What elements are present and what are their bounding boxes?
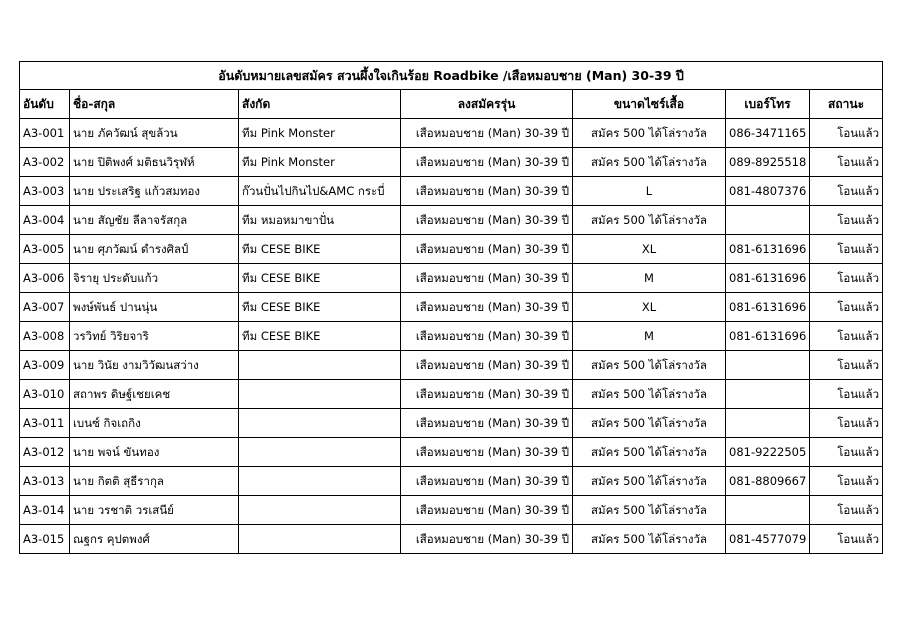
cell-name: นาย วรชาติ วรเสนีย์ [70, 496, 239, 525]
cell-category: เสือหมอบชาย (Man) 30-39 ปี [401, 235, 573, 264]
cell-shirt-size: สมัคร 500 ได้โล่รางวัล [573, 148, 726, 177]
cell-shirt-size: สมัคร 500 ได้โล่รางวัล [573, 467, 726, 496]
cell-category: เสือหมอบชาย (Man) 30-39 ปี [401, 409, 573, 438]
cell-status: โอนแล้ว [810, 496, 883, 525]
cell-phone: 081-9222505 [726, 438, 810, 467]
cell-shirt-size: XL [573, 235, 726, 264]
cell-rank: A3-003 [20, 177, 70, 206]
cell-name: นาย กิตติ สุธีรากุล [70, 467, 239, 496]
table-row [20, 380, 883, 409]
registration-table [19, 61, 883, 554]
cell-status: โอนแล้ว [810, 438, 883, 467]
cell-status: โอนแล้ว [810, 293, 883, 322]
cell-phone [726, 409, 810, 438]
cell-category: เสือหมอบชาย (Man) 30-39 ปี [401, 322, 573, 351]
cell-team: ทีม Pink Monster [239, 148, 401, 177]
header-phone: เบอร์โทร [726, 90, 810, 119]
cell-status: โอนแล้ว [810, 177, 883, 206]
cell-rank: A3-015 [20, 525, 70, 554]
cell-shirt-size: L [573, 177, 726, 206]
cell-name: นาย พจน์ ขันทอง [70, 438, 239, 467]
cell-name: พงษ์พันธ์ ปานนุ่น [70, 293, 239, 322]
cell-shirt-size: สมัคร 500 ได้โล่รางวัล [573, 351, 726, 380]
cell-name: ณฐกร คุปตพงศ์ [70, 525, 239, 554]
cell-team [239, 409, 401, 438]
cell-name: นาย ปิติพงศ์ มติธนวิรุฬห์ [70, 148, 239, 177]
cell-name: สถาพร ดิษฐ์เชยเคช [70, 380, 239, 409]
cell-name: นาย ศุภวัฒน์ ดำรงศิลป์ [70, 235, 239, 264]
cell-rank: A3-006 [20, 264, 70, 293]
cell-team: ทีม CESE BIKE [239, 235, 401, 264]
cell-phone: 081-6131696 [726, 322, 810, 351]
header-category: ลงสมัครรุ่น [401, 90, 573, 119]
table-body [20, 119, 883, 554]
cell-phone: 086-3471165 [726, 119, 810, 148]
cell-shirt-size: M [573, 322, 726, 351]
cell-team: ทีม CESE BIKE [239, 322, 401, 351]
cell-status: โอนแล้ว [810, 380, 883, 409]
cell-shirt-size: M [573, 264, 726, 293]
cell-team [239, 351, 401, 380]
cell-shirt-size: XL [573, 293, 726, 322]
cell-category: เสือหมอบชาย (Man) 30-39 ปี [401, 293, 573, 322]
cell-rank: A3-011 [20, 409, 70, 438]
cell-category: เสือหมอบชาย (Man) 30-39 ปี [401, 177, 573, 206]
cell-category: เสือหมอบชาย (Man) 30-39 ปี [401, 496, 573, 525]
cell-team [239, 467, 401, 496]
cell-status: โอนแล้ว [810, 467, 883, 496]
cell-rank: A3-008 [20, 322, 70, 351]
cell-shirt-size: สมัคร 500 ได้โล่รางวัล [573, 119, 726, 148]
cell-phone: 081-4807376 [726, 177, 810, 206]
table-row [20, 496, 883, 525]
table-row [20, 264, 883, 293]
table-title: อันดับหมายเลขสมัคร สวนผึ้งใจเกินร้อย Roadbike /เสือหมอบชาย (Man) 30-39 ปี [20, 62, 883, 90]
cell-category: เสือหมอบชาย (Man) 30-39 ปี [401, 351, 573, 380]
cell-status: โอนแล้ว [810, 409, 883, 438]
cell-shirt-size: สมัคร 500 ได้โล่รางวัล [573, 409, 726, 438]
table-row [20, 148, 883, 177]
cell-rank: A3-013 [20, 467, 70, 496]
cell-phone: 081-6131696 [726, 264, 810, 293]
cell-shirt-size: สมัคร 500 ได้โล่รางวัล [573, 496, 726, 525]
cell-shirt-size: สมัคร 500 ได้โล่รางวัล [573, 380, 726, 409]
cell-status: โอนแล้ว [810, 206, 883, 235]
cell-category: เสือหมอบชาย (Man) 30-39 ปี [401, 264, 573, 293]
table-row [20, 206, 883, 235]
table-row [20, 235, 883, 264]
cell-team: ทีม CESE BIKE [239, 264, 401, 293]
cell-phone: 081-8809667 [726, 467, 810, 496]
cell-status: โอนแล้ว [810, 322, 883, 351]
cell-name: นาย ภัควัฒน์ สุขล้วน [70, 119, 239, 148]
cell-shirt-size: สมัคร 500 ได้โล่รางวัล [573, 525, 726, 554]
cell-status: โอนแล้ว [810, 351, 883, 380]
cell-status: โอนแล้ว [810, 119, 883, 148]
table-row [20, 322, 883, 351]
cell-team: ก๊วนปั่นไปกินไป&AMC กระบี่ [239, 177, 401, 206]
table-row [20, 409, 883, 438]
cell-rank: A3-012 [20, 438, 70, 467]
cell-name: จิรายุ ประดับแก้ว [70, 264, 239, 293]
cell-team: ทีม หมอหมาขาปั่น [239, 206, 401, 235]
table-row [20, 438, 883, 467]
cell-rank: A3-005 [20, 235, 70, 264]
header-name: ชื่อ-สกุล [70, 90, 239, 119]
cell-name: เบนซ์ กิจเถกิง [70, 409, 239, 438]
header-rank: อันดับ [20, 90, 70, 119]
title-row [20, 62, 883, 90]
cell-status: โอนแล้ว [810, 148, 883, 177]
cell-rank: A3-007 [20, 293, 70, 322]
cell-team [239, 438, 401, 467]
cell-rank: A3-009 [20, 351, 70, 380]
cell-phone [726, 496, 810, 525]
cell-phone: 081-6131696 [726, 235, 810, 264]
cell-phone: 081-4577079 [726, 525, 810, 554]
cell-shirt-size: สมัคร 500 ได้โล่รางวัล [573, 438, 726, 467]
cell-team [239, 525, 401, 554]
header-row [20, 90, 883, 119]
cell-phone [726, 206, 810, 235]
cell-rank: A3-004 [20, 206, 70, 235]
table-row [20, 467, 883, 496]
table-row [20, 351, 883, 380]
cell-status: โอนแล้ว [810, 264, 883, 293]
cell-phone: 081-6131696 [726, 293, 810, 322]
table-row [20, 293, 883, 322]
cell-rank: A3-010 [20, 380, 70, 409]
table-row [20, 177, 883, 206]
cell-category: เสือหมอบชาย (Man) 30-39 ปี [401, 467, 573, 496]
cell-shirt-size: สมัคร 500 ได้โล่รางวัล [573, 206, 726, 235]
cell-rank: A3-001 [20, 119, 70, 148]
header-status: สถานะ [810, 90, 883, 119]
cell-rank: A3-014 [20, 496, 70, 525]
header-shirt-size: ขนาดไซร์เสื้อ [573, 90, 726, 119]
cell-team: ทีม CESE BIKE [239, 293, 401, 322]
cell-category: เสือหมอบชาย (Man) 30-39 ปี [401, 119, 573, 148]
cell-status: โอนแล้ว [810, 525, 883, 554]
table-row [20, 119, 883, 148]
cell-team [239, 496, 401, 525]
cell-team: ทีม Pink Monster [239, 119, 401, 148]
cell-category: เสือหมอบชาย (Man) 30-39 ปี [401, 525, 573, 554]
cell-phone [726, 380, 810, 409]
cell-category: เสือหมอบชาย (Man) 30-39 ปี [401, 148, 573, 177]
cell-name: นาย ประเสริฐ แก้วสมทอง [70, 177, 239, 206]
cell-team [239, 380, 401, 409]
cell-rank: A3-002 [20, 148, 70, 177]
cell-category: เสือหมอบชาย (Man) 30-39 ปี [401, 206, 573, 235]
cell-status: โอนแล้ว [810, 235, 883, 264]
registration-sheet [19, 61, 882, 554]
cell-phone [726, 351, 810, 380]
table-row [20, 525, 883, 554]
cell-name: วรวิทย์ วิริยจาริ [70, 322, 239, 351]
cell-name: นาย สัญชัย ลีลาจรัสกุล [70, 206, 239, 235]
cell-name: นาย วินัย งามวิวัฒนสว่าง [70, 351, 239, 380]
header-team: สังกัด [239, 90, 401, 119]
cell-phone: 089-8925518 [726, 148, 810, 177]
cell-category: เสือหมอบชาย (Man) 30-39 ปี [401, 380, 573, 409]
cell-category: เสือหมอบชาย (Man) 30-39 ปี [401, 438, 573, 467]
